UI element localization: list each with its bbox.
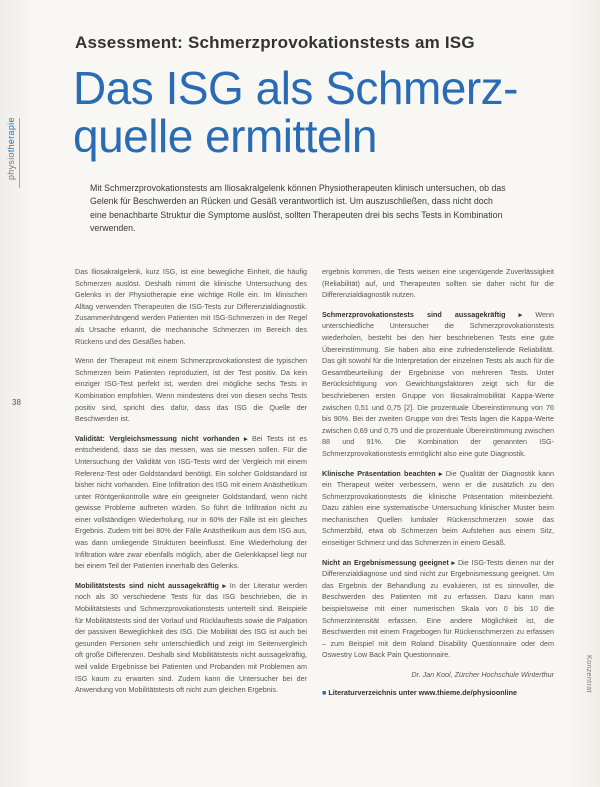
paragraph-text: Das Iliosakralgelenk, kurz ISG, ist eine bewegliche Einheit, die häufig Schmerzen auslöst. Deshalb nimmt die klinische Untersuchung des Gelenks in der Physiotherapie eine wichtige Rolle ein. Im klinischen Alltag verwenden Therapeuten die ISG-Tests zur Differenzialdiagnostik. Zusammenhängend werden Patienten mit ISG-Schmerzen in der Regel als Ursache erkannt, die mechanische Schmerzen im Bereich des Rückens und des Gesäßes haben. xyxy=(75,267,307,346)
right-margin-tag: Konzentrat xyxy=(585,655,592,693)
literature-link[interactable] xyxy=(322,687,554,699)
paragraph-text: Bei Tests ist es entscheidend, dass sie das messen, was sie messen sollen. Für die Untersuchung der Validität von ISG-Tests wird der Vergleich mit einem Referenz-Test oder Goldstandard benötigt. Ein solcher Goldstandard ist bisher nicht vorhanden. Eine Infiltration des ISG mit einem Anästhetikum unter Röntgenkontrolle wäre ein geeigneter Goldstandard, wenn nicht gewisse Probleme auftreten würden. So führt die Infiltration nicht zu einer vollständigen Wiederholung, nur in 60% der Fälle ist ein gleiches Ergebnis. Zudem tritt bei 80% der Fälle Anästhetikum aus dem ISG aus, was dann umliegende Strukturen beeinflusst. Eine Wiederholung der Infiltration wäre zwar ebenfalls möglich, aber die Gelenkkapsel liegt nur bei einem Teil der Patienten innerhalb des Gelenks. xyxy=(75,433,307,571)
bullet-icon: ■ xyxy=(322,687,329,697)
paragraph xyxy=(75,266,307,347)
paragraph-text: In der Literatur werden noch als 30 verschiedene Tests für das ISG beschrieben, die in Mobilitätstests und Schmerzprovokationstests unterteilt sind. Beispiele für Mobilitätstests sind der Vorlauf und Rücklauftests sowie die Palpation der passiven Beweglichkeit des ISG. Die Mobilität des ISG ist auch bei gesunden Personen sehr unterschiedlich und zeigt im Seitenvergleich oft große Differenzen. Deshalb sind Mobilitätstests nicht aussagekräftig, weil valide Ergebnisse bei Patienten und Probanden mit Problemen am ISG kaum zu erwarten sind. Zudem kann die Untersucher bei der Anwendung von Mobilitätstests oft nicht zum gleichen Ergebnis. xyxy=(75,580,307,695)
paragraph-text: Die ISG-Tests dienen nur der Differenzialdiagnose und sind nicht zur Ergebnismessung geeignet. Um das Ergebnis der Behandlung zu evaluieren, ist es sinnvoller, die Beschwerden des Patienten mit zu erfassen. Dazu kann man beispielsweise mit einer numerischen Skala von 0 bis 10 die Schmerzintensität erfassen. Eine andere Möglichkeit ist, die Beschwerden mit einem Fragebogen für Rückenschmerzen zu erfassen – zum Beispiel mit dem Roland Disability Questionnaire oder dem Oswestry Low Back Pain Questionnaire. xyxy=(322,557,554,660)
paragraph-text: Wenn unterschiedliche Untersucher die Schmerzprovokationstests wiederholen, besteht bei den hier beschriebenen Tests eine gute Übereinstimmung. Sie haben also eine zufriedenstellende Reliabilität. Das gilt sowohl für die Interpretation der einzelnen Tests als auch für die Gesamtbeurteilung der Ergebnisse von mehreren Tests. Unter Berücksichtigung von Gewichtungsfaktoren zeigt sich für die beschriebenen ersten Gruppe von Iliosakralmobilität Kappa-Werte zwischen 0,51 und 0,75 [2]. Die prozentuale Übereinstimmung von 76 bis 90%. Bei der zweiten Gruppe von drei Tests lagen die Kappa-Werte zwischen 0,69 und 0,75 und die prozentuale Übereinstimmung zwischen 88 und 91%. Die Kombination der genannten ISG-Schmerzprovokationstests ermöglicht also eine gute Diagnostik. xyxy=(322,309,554,458)
author-credit: Dr. Jan Kool, Zürcher Hochschule Winterthur xyxy=(411,670,554,679)
paragraph xyxy=(75,433,307,572)
page-number: 38 xyxy=(12,398,21,407)
paragraph-text: ergebnis kommen, die Tests weisen eine ungenügende Zuverlässigkeit (Reliabilität) auf, und Therapeuten sollten sie daher nicht für die Differenzialdiagnostik nutzen. xyxy=(322,267,554,300)
paragraph xyxy=(322,266,554,301)
right-column xyxy=(322,266,554,698)
section-tag-prefix: physio xyxy=(6,152,16,180)
headline xyxy=(73,64,553,160)
paragraph-heading: Schmerzprovokationstests sind aussagekräftig ▸ xyxy=(322,309,536,319)
headline-line: quelle ermitteln xyxy=(73,110,377,162)
paragraph-text: Die Qualität der Diagnostik kann ein Therapeut weiter verbessern, wenn er die zusätzlich zu den Schmerzprovokationstests die klinische Präsentation miteinbezieht. Dazu zählen eine systematische Untersuchung klinischer Muster beim mechanischen Quellen lumbaler Rückenschmerzen sowie das Schmerzbild, etwa ob Schmerzen beim Aufstehen aus einem Sitz, einseitiger Schmerz und das Schmerzen in einem Gesäß. xyxy=(322,468,554,548)
paragraph xyxy=(322,557,554,661)
section-tag xyxy=(6,117,20,180)
paragraph-heading: Klinische Präsentation beachten ▸ xyxy=(322,468,446,478)
paragraph xyxy=(322,309,554,460)
lead-paragraph: Mit Schmerzprovokationstests am Iliosakralgelenk können Physiotherapeuten klinisch untersuchen, ob das Gelenk für Beschwerden an Rücken und Gesäß verantwortlich ist. Um auszuschließen, dass nicht doch eine benachbarte Struktur die Symptome auslöst, sollten Therapeuten drei bis sechs Tests in Kombination verwenden. xyxy=(90,183,506,233)
headline-line: Das ISG als Schmerz- xyxy=(73,62,518,114)
paragraph xyxy=(322,468,554,549)
kicker: Assessment: Schmerzprovokationstests am ISG xyxy=(75,33,475,52)
paragraph xyxy=(75,580,307,696)
section-tag-highlight: therapie xyxy=(6,117,16,153)
paragraph-heading: Validität: Vergleichsmessung nicht vorhanden ▸ xyxy=(75,433,252,443)
paragraph-heading: Nicht an Ergebnismessung geeignet ▸ xyxy=(322,557,458,567)
paragraph xyxy=(75,355,307,425)
paragraph-heading: Mobilitätstests sind nicht aussagekräftig ▸ xyxy=(75,580,230,590)
paragraph-text: Wenn der Therapeut mit einem Schmerzprovokationstest die typischen Schmerzen beim Patienten reproduziert, ist der Test positiv. Da kein einziger ISG-Test perfekt ist, werden drei mögliche sechs Tests in Kombination empfohlen. Wenn mindestens drei von diesen sechs Tests positiv sind, spricht dies dafür, dass das ISG die Quelle der Beschwerden ist. xyxy=(75,356,307,424)
literature-text: Literaturverzeichnis unter www.thieme.de/physioonline xyxy=(328,687,517,697)
left-column xyxy=(75,266,307,704)
